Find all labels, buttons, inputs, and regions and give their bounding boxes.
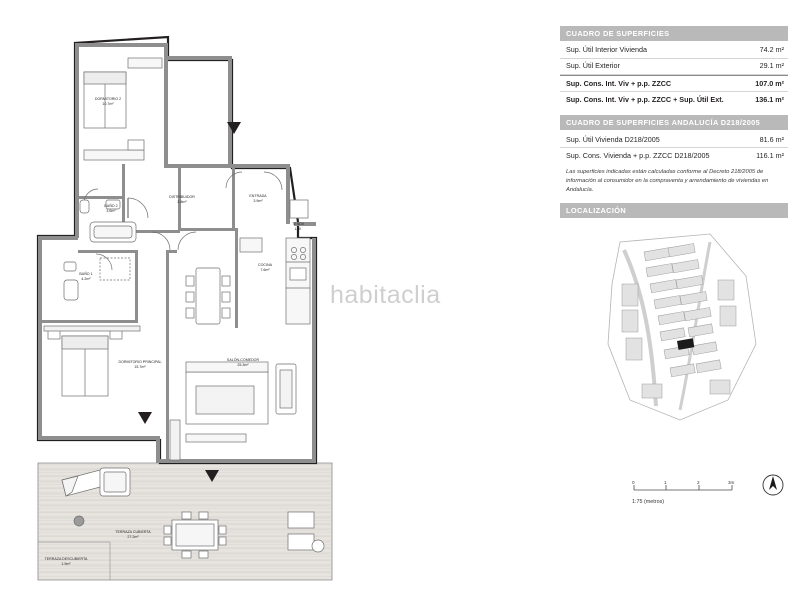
table-row xyxy=(560,132,788,148)
table-row xyxy=(560,148,788,163)
row-value: 81.6 m² xyxy=(759,134,784,144)
svg-text:2: 2 xyxy=(697,481,700,485)
table-row xyxy=(560,92,788,107)
row-value: 116.1 m² xyxy=(756,150,784,160)
svg-text:TENDI/: TENDI/ xyxy=(292,222,304,226)
svg-text:ENTRADA: ENTRADA xyxy=(249,194,267,198)
localization-header: LOCALIZACIÓN xyxy=(560,203,788,218)
scale-label: 1:75 (metros) xyxy=(632,499,665,505)
info-panel xyxy=(560,26,788,505)
svg-text:TERRAZA CUBIERTA: TERRAZA CUBIERTA xyxy=(115,530,151,534)
table-row xyxy=(560,43,788,59)
row-label: Sup. Cons. Vivienda + p.p. ZZCC D218/2005 xyxy=(566,150,710,160)
surfaces-header: CUADRO DE SUPERFICIES xyxy=(560,26,788,41)
row-value: 136.1 m² xyxy=(755,94,784,104)
dining-set xyxy=(186,268,230,324)
svg-text:3.8m²: 3.8m² xyxy=(177,200,187,204)
row-label: Sup. Cons. Int. Viv + p.p. ZZCC xyxy=(566,78,672,88)
svg-text:4.2m²: 4.2m² xyxy=(81,277,91,281)
svg-text:SALÓN-COMEDOR: SALÓN-COMEDOR xyxy=(226,358,260,362)
svg-text:15.7m²: 15.7m² xyxy=(134,365,146,369)
svg-text:7.6m²: 7.6m² xyxy=(260,268,270,272)
scale-bar xyxy=(632,481,742,505)
row-value: 29.1 m² xyxy=(759,61,784,71)
table-row xyxy=(560,75,788,92)
row-value: 74.2 m² xyxy=(759,45,784,55)
svg-text:1.9m²: 1.9m² xyxy=(61,562,71,566)
compass-icon xyxy=(760,472,786,498)
svg-text:BAÑO 2: BAÑO 2 xyxy=(104,204,118,208)
row-label: Sup. Útil Interior Vivienda xyxy=(566,45,647,55)
row-value: 107.0 m² xyxy=(755,78,784,88)
svg-text:DORMITORIO PRINCIPAL: DORMITORIO PRINCIPAL xyxy=(118,360,162,364)
svg-text:0: 0 xyxy=(632,481,635,485)
row-label: Sup. Útil Vivienda D218/2005 xyxy=(566,134,660,144)
svg-text:1: 1 xyxy=(664,481,667,485)
svg-text:DISTRIBUIDOR: DISTRIBUIDOR xyxy=(169,195,195,199)
svg-text:3.9m²: 3.9m² xyxy=(253,199,263,203)
surfaces-table xyxy=(560,43,788,107)
svg-text:TERRAZA DESCUBIERTA: TERRAZA DESCUBIERTA xyxy=(44,557,88,561)
svg-text:COCINA: COCINA xyxy=(258,263,272,267)
svg-text:27.2m²: 27.2m² xyxy=(127,535,139,539)
table-row xyxy=(560,59,788,75)
watermark: habitaclia xyxy=(330,281,441,309)
row-label: Sup. Cons. Int. Viv + p.p. ZZCC + Sup. Útil Ext. xyxy=(566,94,724,104)
svg-text:3.6m²: 3.6m² xyxy=(106,209,116,213)
andalucia-table xyxy=(560,132,788,163)
svg-text:10.7m²: 10.7m² xyxy=(102,102,114,106)
andalucia-header: CUADRO DE SUPERFICIES ANDALUCÍA D218/2005 xyxy=(560,115,788,130)
svg-text:3m: 3m xyxy=(728,481,735,485)
svg-text:DORMITORIO 2: DORMITORIO 2 xyxy=(94,97,122,101)
legal-note: Las superficies indicadas están calculadas conforme al Decreto 218/2005 de información al consumidor en la compraventa y arrendamiento de viviendas en Andalucía. xyxy=(566,169,769,193)
svg-text:25.3m²: 25.3m² xyxy=(237,363,249,367)
svg-text:BAÑO 1: BAÑO 1 xyxy=(79,272,93,276)
site-location-map xyxy=(560,224,788,454)
localization-block xyxy=(560,203,788,505)
svg-text:LAV: LAV xyxy=(294,227,302,231)
row-label: Sup. Útil Exterior xyxy=(566,61,620,71)
